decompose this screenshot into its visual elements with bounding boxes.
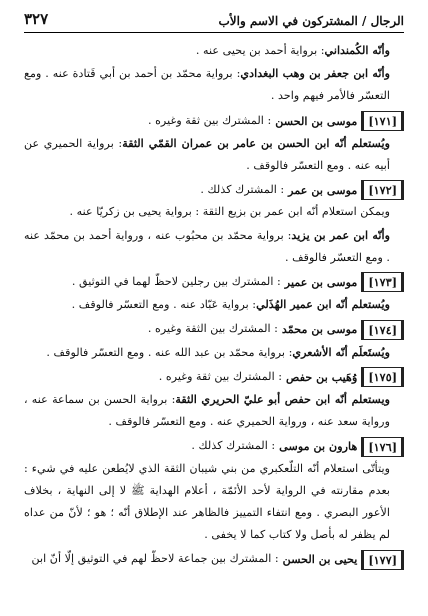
paragraph (24, 132, 404, 177)
paragraph-text: : برواية الحسن بن سماعة عنه ، ورواية سعد عنه ، ورواية الحميري عنه . ومع التعسّر فالوقف . (24, 393, 390, 429)
paragraph-lead: وأنّه ابن عمر بن يزيد (291, 227, 390, 242)
paragraph-lead: وأنّه الكُمنداني (324, 43, 390, 57)
paragraph-text: : برواية أحمد بن يحيى عنه . (195, 44, 325, 57)
entry-heading (24, 366, 404, 388)
entry-name: موسى بن عمير (284, 275, 358, 290)
paragraph-lead: ويُستعلم أنّه ابن عمير الهُذَلي (256, 297, 390, 312)
entry-number: [١٧٦] (361, 437, 404, 457)
entry-number: [١٧١] (361, 111, 404, 131)
paragraph (24, 458, 404, 547)
entry-text: : المشترك بين ثقة وغيره . (147, 113, 272, 127)
entry-name: هارون بن موسى (279, 439, 358, 454)
entry-name: وُهَيب بن حفص (286, 369, 358, 384)
entry-number: [١٧٢] (361, 180, 404, 200)
paragraph-lead: ويُستعلم أنّه ابن الحسن بن عامر بن عمران القمّي الثقة (122, 135, 390, 150)
entry-number: [١٧٧] (361, 550, 404, 570)
entry-name: يحيى بن الحسن (282, 552, 358, 567)
paragraph-text: : برواية محمّد بن عبد الله عنه . ومع التعسّر فالوقف . (46, 345, 293, 359)
entry-text: : المشترك كذلك . (200, 183, 285, 197)
page-body (24, 39, 404, 571)
entry-heading (24, 435, 404, 457)
paragraph-text: : برواية محمّد بن محبُوب عنه ، ورواية أحمد بن محمّد عنه . ومع التعسّر فالوقف . (24, 228, 390, 264)
entry-text: : المشترك بين رجلين لاحظّ لهما في التوثيق . (71, 275, 281, 289)
entry-heading (24, 318, 404, 340)
entry-heading (24, 271, 404, 293)
entry-name: موسى بن الحسن (275, 113, 358, 128)
paragraph (24, 201, 404, 223)
entry-text: : المشترك بين جماعة لاحظّ لهم في التوثيق إلّا أنّ ابن (31, 552, 279, 566)
entry-text: : المشترك بين ثقة وغيره . (158, 369, 282, 383)
paragraph (24, 224, 404, 269)
paragraph-lead: ويُستَعلَم أنّه الأشعري (292, 344, 390, 359)
paragraph-text: : برواية الحميري عن أبيه عنه . ومع التعسّر فالوقف . (24, 136, 390, 173)
running-title: الرجال / المشتركون في الاسم والأب (218, 14, 404, 28)
paragraph-lead: ويستعلم أنّه ابن حفص أبو عليّ الحريري الثقة (175, 392, 390, 407)
entry-heading (24, 548, 404, 570)
paragraph (24, 39, 404, 62)
paragraph (24, 293, 404, 316)
page-number: ٣٢٧ (24, 10, 49, 28)
entry-text: : المشترك بين الثقة وغيره . (147, 322, 278, 336)
entry-number: [١٧٥] (361, 367, 404, 387)
paragraph-text: : برواية محمّد بن أحمد بن أبي قَتادة عنه . ومع التعسّر فالأمر فيهم واحد . (24, 67, 390, 103)
entry-heading (24, 179, 404, 201)
entry-text: : المشترك كذلك . (191, 439, 276, 453)
entry-number: [١٧٤] (361, 320, 404, 340)
entry-heading (24, 110, 404, 132)
paragraph (24, 388, 404, 433)
page-header (24, 10, 404, 33)
paragraph (24, 341, 404, 364)
paragraph-lead: وأنّه ابن جعفر بن وهب البغدادي (240, 66, 390, 81)
paragraph-text: ويمكن استعلام أنّه ابن عمر بن بزيع الثقة : برواية يحيى بن زكريّا عنه . (69, 205, 390, 219)
entry-number: [١٧٣] (361, 272, 404, 292)
entry-name: موسى بن محمّد (281, 322, 358, 337)
entry-name: موسى بن عمر (288, 183, 358, 198)
paragraph-text: : برواية عَبّاد عنه . ومع التعسّر فالوقف . (71, 298, 257, 312)
paragraph (24, 62, 404, 107)
paragraph-text: ويتأتّى استعلام أنّه التلّعكبري من بني شيبان الثقة الذي لايُطعن عليه في شيء : بعدم مقارنته في الرواية لأحد الأئمّة ، أعلام الهداية ﷺ لا إلى النهاية ، بخلاف الأعور البصري . ومع انتفاء التمييز فالظاهر عند الإطلاق أنّه ؛ هو ؛ لأنّ من عداه لم يظفر له بأصل ولا كتاب كما لا يخفى . (24, 461, 390, 542)
